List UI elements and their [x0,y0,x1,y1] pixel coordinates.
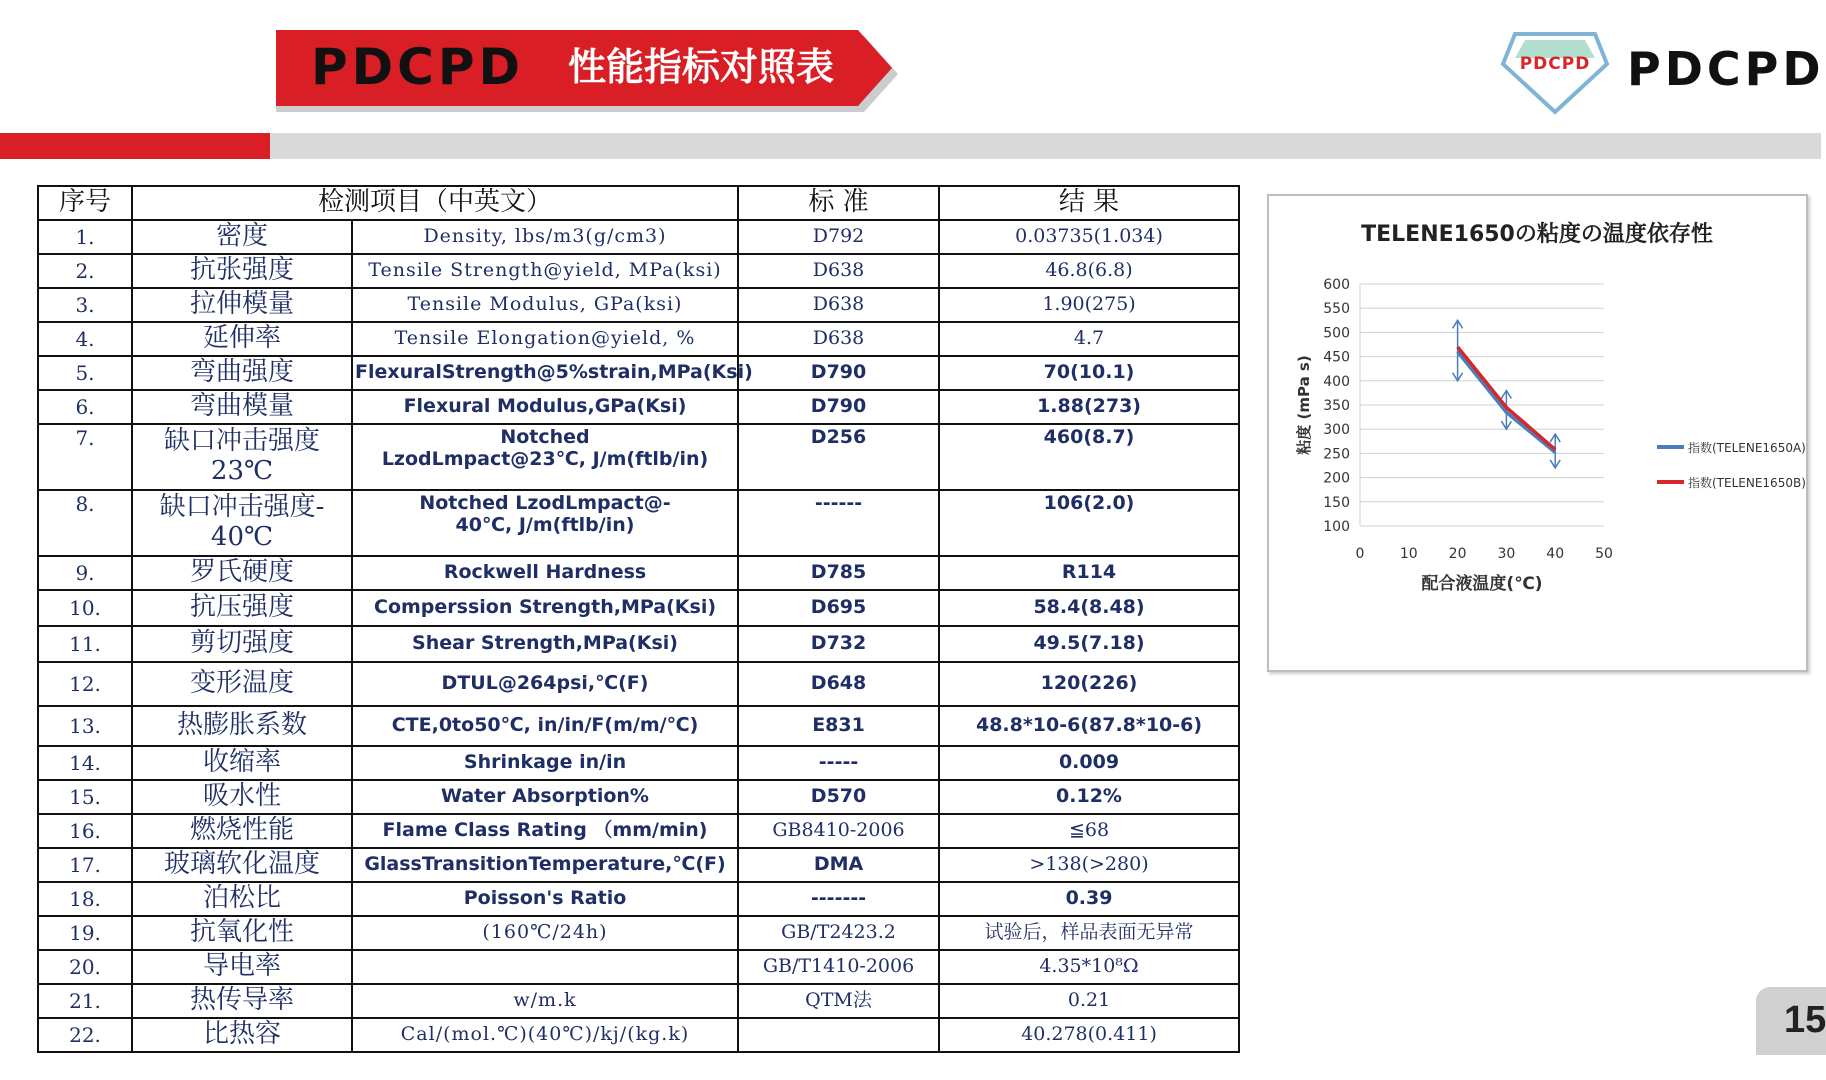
row-standard: GB8410-2006 [738,814,939,848]
row-standard: D732 [738,626,939,662]
row-name-cn: 变形温度 [132,662,352,706]
row-standard: GB/T1410-2006 [738,950,939,984]
row-name-cn: 抗张强度 [132,254,352,288]
row-test-item: Notched LzodLmpact@- 40℃, J/m(ftlb/in) [352,490,738,556]
row-standard: QTM法 [738,984,939,1018]
table-row [38,322,1239,356]
table-row [38,626,1239,662]
row-number: 8. [38,490,132,556]
row-test-item: Density, lbs/m3(g/cm3) [352,220,738,254]
row-number: 1. [38,220,132,254]
row-name-cn: 弯曲模量 [132,390,352,424]
row-result: 49.5(7.18) [939,626,1239,662]
page-number-tab [1756,987,1826,1055]
row-name-cn: 吸水性 [132,780,352,814]
table-row [38,590,1239,626]
x-tick-label: 30 [1497,546,1516,562]
row-test-item: Tensile Elongation@yield, % [352,322,738,356]
table-body [38,220,1239,1052]
row-standard: E831 [738,706,939,746]
row-number: 20. [38,950,132,984]
row-name-cn: 玻璃软化温度 [132,848,352,882]
row-number: 18. [38,882,132,916]
row-test-item: Water Absorption% [352,780,738,814]
row-result: >138(>280) [939,848,1239,882]
row-result: 46.8(6.8) [939,254,1239,288]
row-result: 4.7 [939,322,1239,356]
row-test-item: DTUL@264psi,℃(F) [352,662,738,706]
row-result: 120(226) [939,662,1239,706]
row-result: 0.009 [939,746,1239,780]
table-row [38,950,1239,984]
row-standard: D570 [738,780,939,814]
row-result: 106(2.0) [939,490,1239,556]
table-row [38,356,1239,390]
table-row [38,848,1239,882]
y-tick-label: 150 [1323,494,1350,511]
page-number: 15 [1784,999,1826,1041]
table-row [38,424,1239,490]
header-divider-bar [270,133,1821,159]
row-standard: ------- [738,882,939,916]
row-name-cn: 热膨胀系数 [132,706,352,746]
table-row [38,780,1239,814]
row-test-item: Notched LzodLmpact@23℃, J/m(ftlb/in) [352,424,738,490]
table-row [38,556,1239,590]
row-test-item [352,950,738,984]
y-axis-label: 粘度 (mPa s) [1295,355,1313,455]
row-result: R114 [939,556,1239,590]
row-name-cn: 缺口冲击强度 23℃ [132,424,352,490]
table-row [38,390,1239,424]
row-result: 0.21 [939,984,1239,1018]
header-accent-bar [0,133,270,159]
row-name-cn: 抗压强度 [132,590,352,626]
y-tick-label: 600 [1323,277,1350,293]
row-standard [738,1018,939,1052]
y-tick-label: 250 [1323,446,1350,463]
x-tick-label: 0 [1355,546,1365,562]
x-axis-label: 配合液温度(℃) [1421,574,1543,594]
x-tick-label: 40 [1546,546,1565,562]
row-standard: D648 [738,662,939,706]
logo-brand: PDCPD [1627,42,1825,96]
row-number: 17. [38,848,132,882]
row-number: 21. [38,984,132,1018]
row-result: ≦68 [939,814,1239,848]
row-number: 14. [38,746,132,780]
table-row [38,662,1239,706]
row-test-item: GlassTransitionTemperature,℃(F) [352,848,738,882]
row-name-cn: 剪切强度 [132,626,352,662]
row-result: 0.03735(1.034) [939,220,1239,254]
y-tick-label: 550 [1323,301,1350,318]
company-logo [1495,28,1825,118]
row-number: 22. [38,1018,132,1052]
row-number: 10. [38,590,132,626]
legend-label: 指数(TELENE1650A) [1688,441,1806,455]
row-result: 0.39 [939,882,1239,916]
page-title: 性能指标对照表 [568,45,835,89]
row-test-item: Flexural Modulus,GPa(Ksi) [352,390,738,424]
row-test-item: Tensile Strength@yield, MPa(ksi) [352,254,738,288]
row-name-cn: 泊松比 [132,882,352,916]
row-number: 19. [38,916,132,950]
row-name-cn: 比热容 [132,1018,352,1052]
emblem-text: PDCPD [1519,54,1591,74]
chart-title: TELENE1650の粘度の温度依存性 [1361,222,1713,247]
row-number: 11. [38,626,132,662]
row-result: 1.90(275) [939,288,1239,322]
y-tick-label: 200 [1323,470,1350,487]
table-row [38,254,1239,288]
row-result: 4.35*10⁸Ω [939,950,1239,984]
row-number: 4. [38,322,132,356]
row-result: 1.88(273) [939,390,1239,424]
row-result: 40.278(0.411) [939,1018,1239,1052]
row-name-cn: 燃烧性能 [132,814,352,848]
table-row [38,706,1239,746]
table-row [38,220,1239,254]
row-result: 48.8*10-6(87.8*10-6) [939,706,1239,746]
y-tick-label: 350 [1323,398,1350,414]
table-row [38,288,1239,322]
row-result: 70(10.1) [939,356,1239,390]
row-test-item: Shrinkage in/in [352,746,738,780]
row-result: 460(8.7) [939,424,1239,490]
row-number: 15. [38,780,132,814]
title-banner [276,30,898,106]
table-header-row [38,186,1239,220]
row-name-cn: 抗氧化性 [132,916,352,950]
table-row [38,1018,1239,1052]
row-standard: D256 [738,424,939,490]
row-test-item: Poisson's Ratio [352,882,738,916]
chart-canvas [1269,196,1806,670]
x-tick-label: 20 [1448,546,1467,562]
row-name-cn: 缺口冲击强度- 40℃ [132,490,352,556]
row-standard: D785 [738,556,939,590]
row-standard: D790 [738,390,939,424]
header-item: 检测项目（中英文） [132,186,738,220]
row-test-item: Comperssion Strength,MPa(Ksi) [352,590,738,626]
row-name-cn: 收缩率 [132,746,352,780]
row-standard: D638 [738,288,939,322]
header-standard: 标 准 [738,186,939,220]
row-standard: GB/T2423.2 [738,916,939,950]
row-standard: D790 [738,356,939,390]
row-number: 7. [38,424,132,490]
row-number: 3. [38,288,132,322]
spec-table [37,185,1240,1053]
row-name-cn: 拉伸模量 [132,288,352,322]
table-row [38,984,1239,1018]
row-test-item: Flame Class Rating （mm/min) [352,814,738,848]
y-tick-label: 500 [1323,325,1350,342]
row-result: 试验后，样品表面无异常 [939,916,1239,950]
row-test-item: Shear Strength,MPa(Ksi) [352,626,738,662]
row-standard: D638 [738,322,939,356]
row-name-cn: 弯曲强度 [132,356,352,390]
banner-brand: PDCPD [311,38,524,96]
row-number: 5. [38,356,132,390]
x-tick-label: 10 [1399,546,1418,562]
row-test-item: Tensile Modulus, GPa(ksi) [352,288,738,322]
y-tick-label: 300 [1323,422,1350,439]
row-name-cn: 导电率 [132,950,352,984]
viscosity-chart [1267,194,1808,672]
row-standard: D792 [738,220,939,254]
row-standard: D695 [738,590,939,626]
row-name-cn: 罗氏硬度 [132,556,352,590]
row-name-cn: 延伸率 [132,322,352,356]
row-standard: ------ [738,490,939,556]
row-number: 13. [38,706,132,746]
row-standard: DMA [738,848,939,882]
table-row [38,916,1239,950]
row-test-item: Rockwell Hardness [352,556,738,590]
legend-label: 指数(TELENE1650B) [1688,476,1806,490]
row-number: 6. [38,390,132,424]
row-result: 58.4(8.48) [939,590,1239,626]
row-name-cn: 密度 [132,220,352,254]
table-row [38,814,1239,848]
row-test-item: (160℃/24h) [352,916,738,950]
y-tick-label: 100 [1323,519,1350,535]
row-test-item: FlexuralStrength@5%strain,MPa(Ksi) [352,356,738,390]
row-number: 16. [38,814,132,848]
row-test-item: w/m.k [352,984,738,1018]
row-number: 2. [38,254,132,288]
y-tick-label: 450 [1323,349,1350,366]
row-name-cn: 热传导率 [132,984,352,1018]
row-standard: D638 [738,254,939,288]
y-tick-label: 400 [1323,373,1350,390]
table-row [38,490,1239,556]
table-row [38,882,1239,916]
x-tick-label: 50 [1595,546,1613,562]
row-number: 9. [38,556,132,590]
header-result: 结 果 [939,186,1239,220]
header-no: 序号 [38,186,132,220]
row-test-item: Cal/(mol.℃)(40℃)/kj/(kg.k) [352,1018,738,1052]
row-standard: ----- [738,746,939,780]
row-result: 0.12% [939,780,1239,814]
row-number: 12. [38,662,132,706]
row-test-item: CTE,0to50℃, in/in/F(m/m/℃) [352,706,738,746]
table-row [38,746,1239,780]
